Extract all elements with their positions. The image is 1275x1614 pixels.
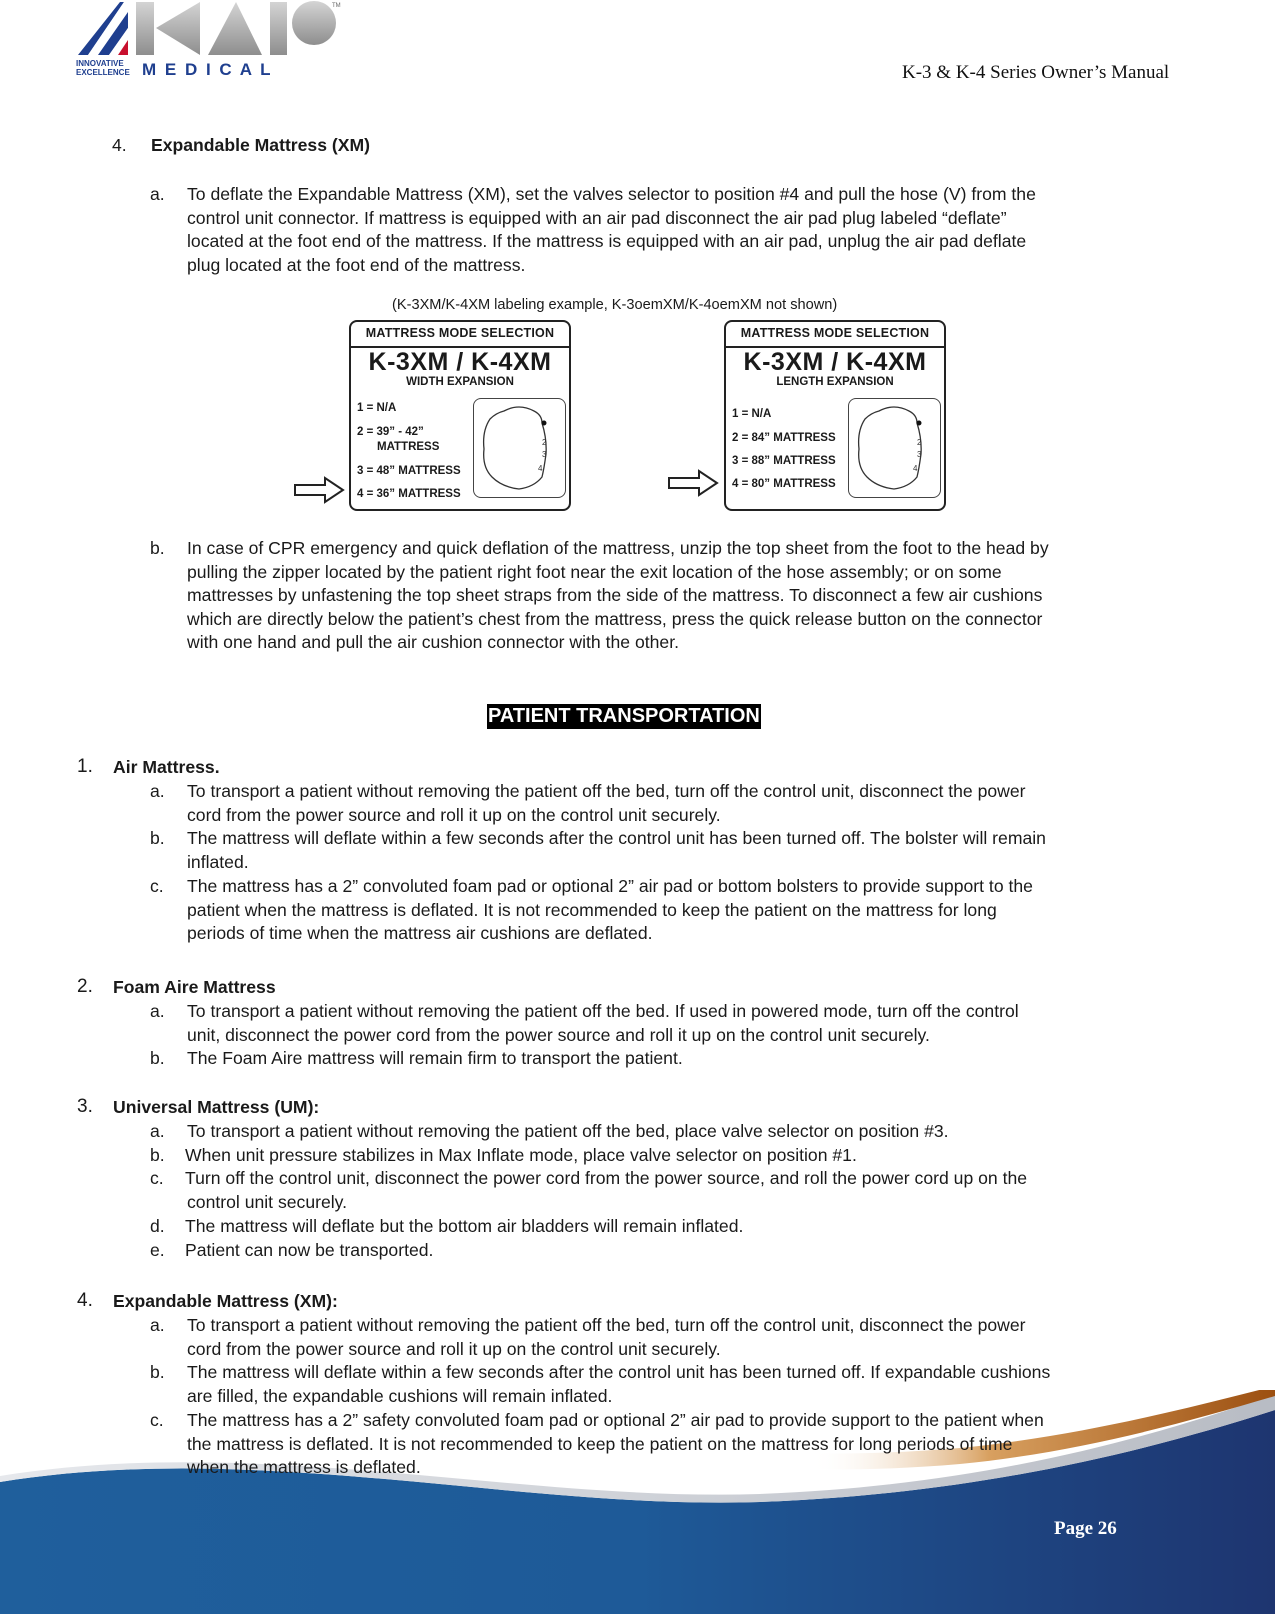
- list-item: [150, 1047, 1220, 1071]
- item-line: The mattress has a 2” safety convoluted foam pad or optional 2” air pad to provide support to the patient when: [187, 1410, 1044, 1430]
- label-model: K-3XM / K-4XM: [743, 348, 927, 376]
- item-label: d.: [150, 1216, 165, 1236]
- list-item: [150, 827, 1220, 874]
- item-label: a.: [150, 1315, 165, 1335]
- list-item: [150, 1239, 1220, 1263]
- list-item: [150, 1215, 1220, 1239]
- kap-logo-graphic: [76, 0, 346, 82]
- item-line: The mattress has a 2” convoluted foam pad or optional 2” air pad or bottom bolsters to provide support to the: [187, 876, 1033, 896]
- document-title: K-3 & K-4 Series Owner’s Manual: [902, 62, 1170, 83]
- list-item: [150, 1120, 1220, 1144]
- section-number: 4.: [77, 1290, 93, 1311]
- selector-dial-icon: [848, 398, 941, 498]
- item-line: mattresses by unfastening the top sheet straps from the side of the mattress. To disconnect a few air cushions: [187, 585, 1043, 606]
- section-number: 2.: [77, 976, 93, 997]
- item-label: c.: [150, 1168, 164, 1188]
- svg-text:3: 3: [917, 450, 922, 459]
- item-line: When unit pressure stabilizes in Max Inflate mode, place valve selector on position #1.: [185, 1145, 857, 1165]
- item-line: The mattress will deflate but the bottom air bladders will remain inflated.: [185, 1216, 744, 1236]
- item-line: located at the foot end of the mattress. If the mattress is equipped with an air pad, unplug the air pad deflate: [187, 231, 1027, 252]
- label-option: 3 = 48” MATTRESS: [357, 465, 461, 477]
- item-line: inflated.: [187, 851, 249, 872]
- item-line: The mattress will deflate within a few seconds after the control unit has been turned off. The bolster will remain: [187, 828, 1046, 848]
- arrow-right-icon: [293, 476, 345, 509]
- svg-text:M E D I C A L: M E D I C A L: [142, 60, 273, 79]
- item-label: b.: [150, 828, 165, 848]
- list-item: [150, 1409, 1220, 1480]
- label-top: MATTRESS MODE SELECTION: [726, 322, 944, 348]
- item-label: b.: [150, 1145, 165, 1165]
- label-top: MATTRESS MODE SELECTION: [351, 322, 569, 348]
- label-subtitle: WIDTH EXPANSION: [406, 376, 514, 388]
- list-item: [150, 780, 1220, 827]
- item-label: a.: [150, 1121, 165, 1141]
- item-line: Turn off the control unit, disconnect the power cord from the power source, and roll the power cord up on the: [185, 1168, 1028, 1188]
- label-option: 1 = N/A: [357, 402, 397, 414]
- item-line: To deflate the Expandable Mattress (XM), set the valves selector to position #4 and pull the hose (V) from the: [187, 184, 1036, 204]
- section-heading: Air Mattress.: [113, 757, 220, 777]
- svg-text:2: 2: [542, 438, 547, 447]
- item-line: plug located at the foot end of the mattress.: [187, 254, 526, 275]
- label-option: 4 = 80” MATTRESS: [732, 478, 836, 490]
- item-line: are filled, the expandable cushions will remain inflated.: [187, 1385, 613, 1406]
- item-label: c.: [150, 1410, 164, 1430]
- item-label: e.: [150, 1240, 165, 1260]
- item-line: The Foam Aire mattress will remain firm to transport the patient.: [187, 1048, 683, 1068]
- list-item: [150, 1144, 1220, 1168]
- section-number: 1.: [77, 756, 93, 777]
- section-banner: PATIENT TRANSPORTATION: [488, 705, 760, 727]
- list-item: [150, 1167, 1220, 1214]
- item-line: control unit connector. If mattress is equipped with an air pad disconnect the air pad plug labeled “deflate”: [187, 207, 1007, 228]
- item-label: a.: [150, 781, 165, 801]
- mode-selection-label-length: [724, 320, 946, 511]
- svg-text:3: 3: [542, 450, 547, 459]
- label-option: 3 = 88” MATTRESS: [732, 455, 836, 467]
- item-line: pulling the zipper located by the patient right foot near the exit location of the hose assembly; or on some: [187, 561, 1002, 582]
- mode-selection-label-width: [349, 320, 571, 511]
- section-number: 3.: [77, 1096, 93, 1117]
- item-line: cord from the power source and roll it up on the control unit securely.: [187, 804, 721, 825]
- item-line: unit, disconnect the power cord from the power source and roll it up on the control unit securely.: [187, 1024, 930, 1045]
- label-model: K-3XM / K-4XM: [368, 348, 552, 376]
- label-option: 2 = 84” MATTRESS: [732, 432, 836, 444]
- item-line: To transport a patient without removing the patient off the bed. If used in powered mode, turn off the control: [187, 1001, 1019, 1021]
- item-label: b.: [150, 538, 165, 558]
- section-heading: Universal Mattress (UM):: [113, 1097, 320, 1117]
- section-heading: Foam Aire Mattress: [113, 977, 276, 997]
- svg-text:EXCELLENCE: EXCELLENCE: [76, 68, 130, 77]
- label-option: 4 = 36” MATTRESS: [357, 488, 461, 500]
- item-line: To transport a patient without removing the patient off the bed, place valve selector on position #3.: [187, 1121, 949, 1141]
- item-label: b.: [150, 1048, 165, 1068]
- arrow-right-icon: [667, 469, 719, 502]
- item-label: b.: [150, 1362, 165, 1382]
- item-line: the mattress is deflated. It is not recommended to keep the patient on the mattress for long periods of time: [187, 1433, 1013, 1454]
- selector-dial-icon: [473, 398, 566, 498]
- label-option: MATTRESS: [377, 441, 440, 453]
- item-line: control unit securely.: [187, 1191, 348, 1212]
- list-item: [150, 1000, 1220, 1047]
- item-line: with one hand and pull the air cushion connector with the other.: [187, 632, 679, 653]
- item-label: c.: [150, 876, 164, 896]
- section-number: 4.: [112, 135, 127, 155]
- section-heading: Expandable Mattress (XM):: [113, 1291, 338, 1311]
- svg-text:4: 4: [538, 464, 543, 473]
- item-line: The mattress will deflate within a few seconds after the control unit has been turned off. If expandable cushions: [187, 1362, 1051, 1382]
- list-item: [150, 1314, 1220, 1361]
- item-line: In case of CPR emergency and quick deflation of the mattress, unzip the top sheet from the foot to the head by: [187, 538, 1049, 558]
- list-item: [150, 183, 1220, 277]
- section-heading: Expandable Mattress (XM): [151, 135, 370, 155]
- item-line: To transport a patient without removing the patient off the bed, turn off the control unit, disconnect the power: [187, 781, 1026, 801]
- kap-medical-logo: [76, 0, 346, 82]
- item-line: which are directly below the patient’s chest from the mattress, press the quick release button on the connector: [187, 608, 1043, 629]
- item-line: cord from the power source and roll it up on the control unit securely.: [187, 1338, 721, 1359]
- item-line: when the mattress is deflated.: [187, 1457, 421, 1478]
- item-label: a.: [150, 1001, 165, 1021]
- list-item: [150, 875, 1220, 946]
- item-label: a.: [150, 184, 165, 204]
- svg-text:TM: TM: [332, 3, 341, 9]
- svg-text:4: 4: [913, 464, 918, 473]
- page-number: Page 26: [1054, 1518, 1117, 1539]
- svg-text:2: 2: [917, 438, 922, 447]
- figure-caption: (K-3XM/K-4XM labeling example, K-3oemXM/K-4oemXM not shown): [392, 297, 838, 313]
- item-line: periods of time when the mattress air cushions are deflated.: [187, 923, 653, 944]
- item-line: To transport a patient without removing the patient off the bed, turn off the control unit, disconnect the power: [187, 1315, 1026, 1335]
- item-line: Patient can now be transported.: [185, 1240, 434, 1260]
- label-option: 1 = N/A: [732, 408, 772, 420]
- label-subtitle: LENGTH EXPANSION: [776, 376, 894, 388]
- svg-text:INNOVATIVE: INNOVATIVE: [76, 59, 124, 68]
- item-line: patient when the mattress is deflated. It is not recommended to keep the patient on the mattress for long: [187, 899, 997, 920]
- list-item: [150, 537, 1220, 655]
- label-option: 2 = 39” - 42”: [357, 426, 424, 438]
